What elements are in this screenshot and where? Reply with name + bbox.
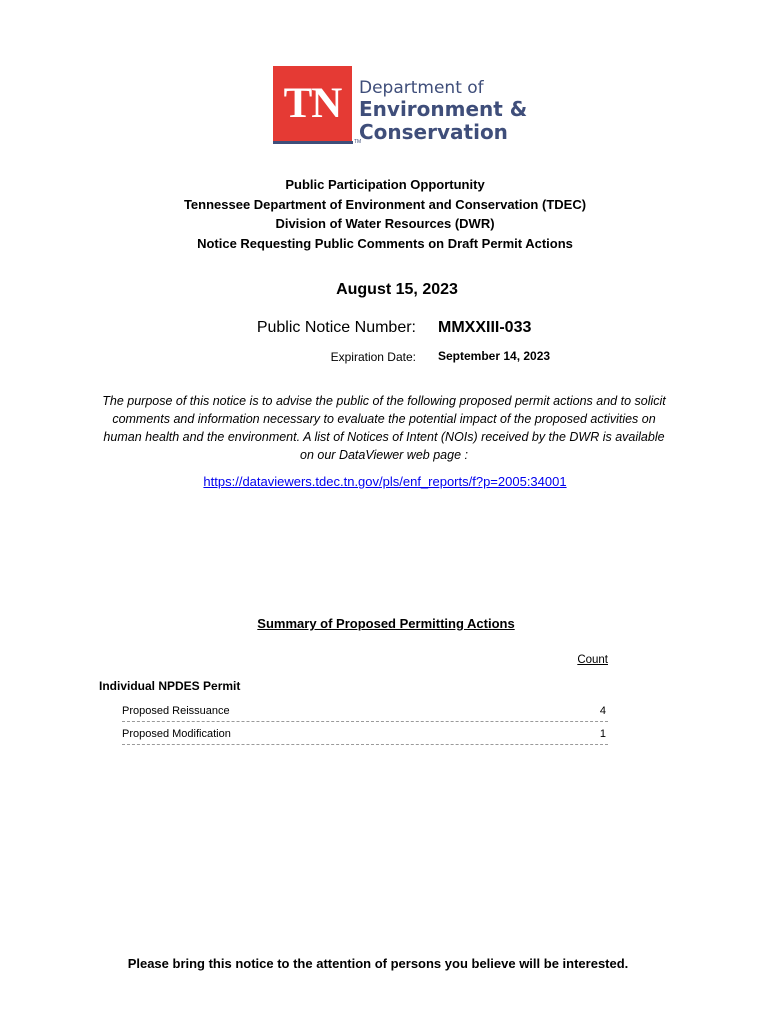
row-count: 1 <box>599 728 606 740</box>
logo-line-environment: Environment & <box>359 97 528 121</box>
header-line-1: Public Participation Opportunity <box>285 177 485 192</box>
count-column-header: Count <box>577 654 608 666</box>
public-notice-number-value: MMXXIII-033 <box>438 319 532 336</box>
dataviewer-link[interactable]: https://dataviewers.tdec.tn.gov/pls/enf_reports/f?p=2005:34001 <box>203 474 567 489</box>
footer-note: Please bring this notice to the attention of persons you believe will be interested. <box>127 956 629 971</box>
expiration-date-value: September 14, 2023 <box>438 349 551 363</box>
category-heading: Individual NPDES Permit <box>99 679 241 693</box>
public-notice-number-label: Public Notice Number: <box>256 319 416 336</box>
logo-line-conservation: Conservation <box>359 120 508 144</box>
summary-title: Summary of Proposed Permitting Actions <box>257 616 515 631</box>
expiration-date-label: Expiration Date: <box>330 350 416 364</box>
header-line-4: Notice Requesting Public Comments on Draft Permit Actions <box>197 235 573 251</box>
header-line-3: Division of Water Resources (DWR) <box>275 216 495 231</box>
logo-trademark: TM <box>354 139 362 145</box>
row-label: Proposed Reissuance <box>122 705 230 717</box>
logo-line-department: Department of <box>359 78 484 98</box>
tn-logo-mark <box>273 66 352 141</box>
purpose-paragraph: The purpose of this notice is to advise the public of the following proposed permit actions and to solicit comments and information necessary to evaluate the potential impact of the proposed activities on human health and the environment. A list of Notices of Intent (NOIs) received by the DWR is available on our DataViewer web page : <box>102 394 666 462</box>
logo-mark-text: TN <box>283 80 342 127</box>
notice-date: August 15, 2023 <box>336 281 458 298</box>
notice-header <box>0 175 770 253</box>
tdec-logo <box>262 52 538 162</box>
header-line-2: Tennessee Department of Environment and Conservation (TDEC) <box>183 196 587 212</box>
table-row <box>122 727 608 745</box>
row-count: 4 <box>599 705 606 717</box>
table-row <box>122 704 608 722</box>
logo-wordmark <box>359 78 539 144</box>
row-label: Proposed Modification <box>122 728 231 740</box>
logo-underline <box>273 141 353 144</box>
